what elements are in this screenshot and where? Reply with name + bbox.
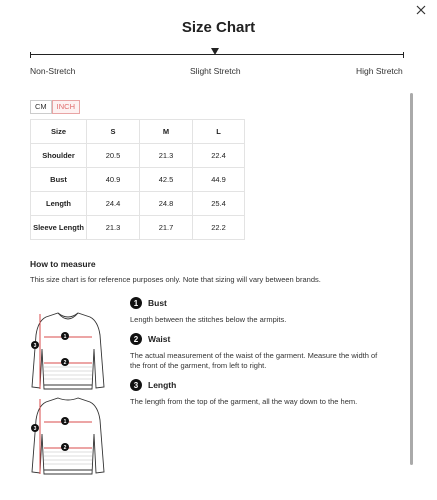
- stretch-marker-icon: [211, 48, 219, 55]
- unit-inch-button[interactable]: INCH: [52, 100, 80, 114]
- stretch-tick-right: [403, 52, 404, 58]
- number-badge: 2: [130, 333, 142, 345]
- how-to-measure-title: How to measure: [30, 259, 96, 269]
- diagram-mark-2: 2: [63, 445, 67, 451]
- measure-name: Waist: [148, 334, 171, 344]
- how-to-measure-note: This size chart is for reference purposes only. Note that sizing will vary between brands.: [30, 275, 321, 284]
- diagram-mark-2: 2: [63, 360, 67, 366]
- stretch-scale: [30, 52, 404, 58]
- table-cell: Bust: [31, 168, 87, 192]
- diagram-mark-1: 1: [63, 334, 67, 340]
- table-cell: 21.3: [140, 144, 193, 168]
- table-cell: 21.7: [140, 216, 193, 240]
- measure-name: Bust: [148, 298, 167, 308]
- table-header-row: [31, 120, 245, 144]
- sweater-back-diagram: [28, 392, 108, 480]
- stretch-tick-left: [30, 52, 31, 58]
- diagram-mark-3: 3: [33, 426, 37, 432]
- sweater-front-diagram: [28, 305, 108, 395]
- number-badge: 3: [130, 379, 142, 391]
- close-icon[interactable]: [416, 5, 430, 19]
- table-cell: Length: [31, 192, 87, 216]
- table-cell: 24.8: [140, 192, 193, 216]
- table-row: [31, 192, 245, 216]
- table-header: L: [193, 120, 245, 144]
- stretch-label-slight: Slight Stretch: [190, 66, 241, 76]
- table-header: Size: [31, 120, 87, 144]
- unit-toggle: [30, 100, 80, 114]
- table-cell: 22.4: [193, 144, 245, 168]
- measure-name: Length: [148, 380, 177, 390]
- size-table: [30, 119, 245, 240]
- table-row: [31, 144, 245, 168]
- diagram-mark-1: 1: [63, 419, 67, 425]
- measure-desc: The actual measurement of the waist of the garment. Measure the width of the front of the garment, from left to right.: [130, 351, 378, 370]
- table-cell: 20.5: [87, 144, 140, 168]
- scrollbar[interactable]: [410, 93, 413, 465]
- table-header: S: [87, 120, 140, 144]
- measure-desc: The length from the top of the garment, all the way down to the hem.: [130, 397, 358, 406]
- table-cell: Shoulder: [31, 144, 87, 168]
- table-cell: 21.3: [87, 216, 140, 240]
- table-header: M: [140, 120, 193, 144]
- diagram-mark-3: 3: [33, 343, 37, 349]
- table-row: [31, 168, 245, 192]
- measure-item-bust: [130, 297, 380, 325]
- number-badge: 1: [130, 297, 142, 309]
- table-cell: 24.4: [87, 192, 140, 216]
- stretch-label-non: Non-Stretch: [30, 66, 76, 76]
- table-cell: 40.9: [87, 168, 140, 192]
- table-cell: 25.4: [193, 192, 245, 216]
- measure-desc: Length between the stitches below the armpits.: [130, 315, 287, 324]
- measure-item-length: [130, 379, 380, 407]
- table-cell: 22.2: [193, 216, 245, 240]
- table-cell: Sleeve Length: [31, 216, 87, 240]
- unit-cm-button[interactable]: CM: [30, 100, 52, 114]
- table-row: [31, 216, 245, 240]
- measure-item-waist: [130, 333, 380, 371]
- stretch-label-high: High Stretch: [356, 66, 403, 76]
- page-title: Size Chart: [181, 19, 256, 36]
- table-cell: 42.5: [140, 168, 193, 192]
- table-cell: 44.9: [193, 168, 245, 192]
